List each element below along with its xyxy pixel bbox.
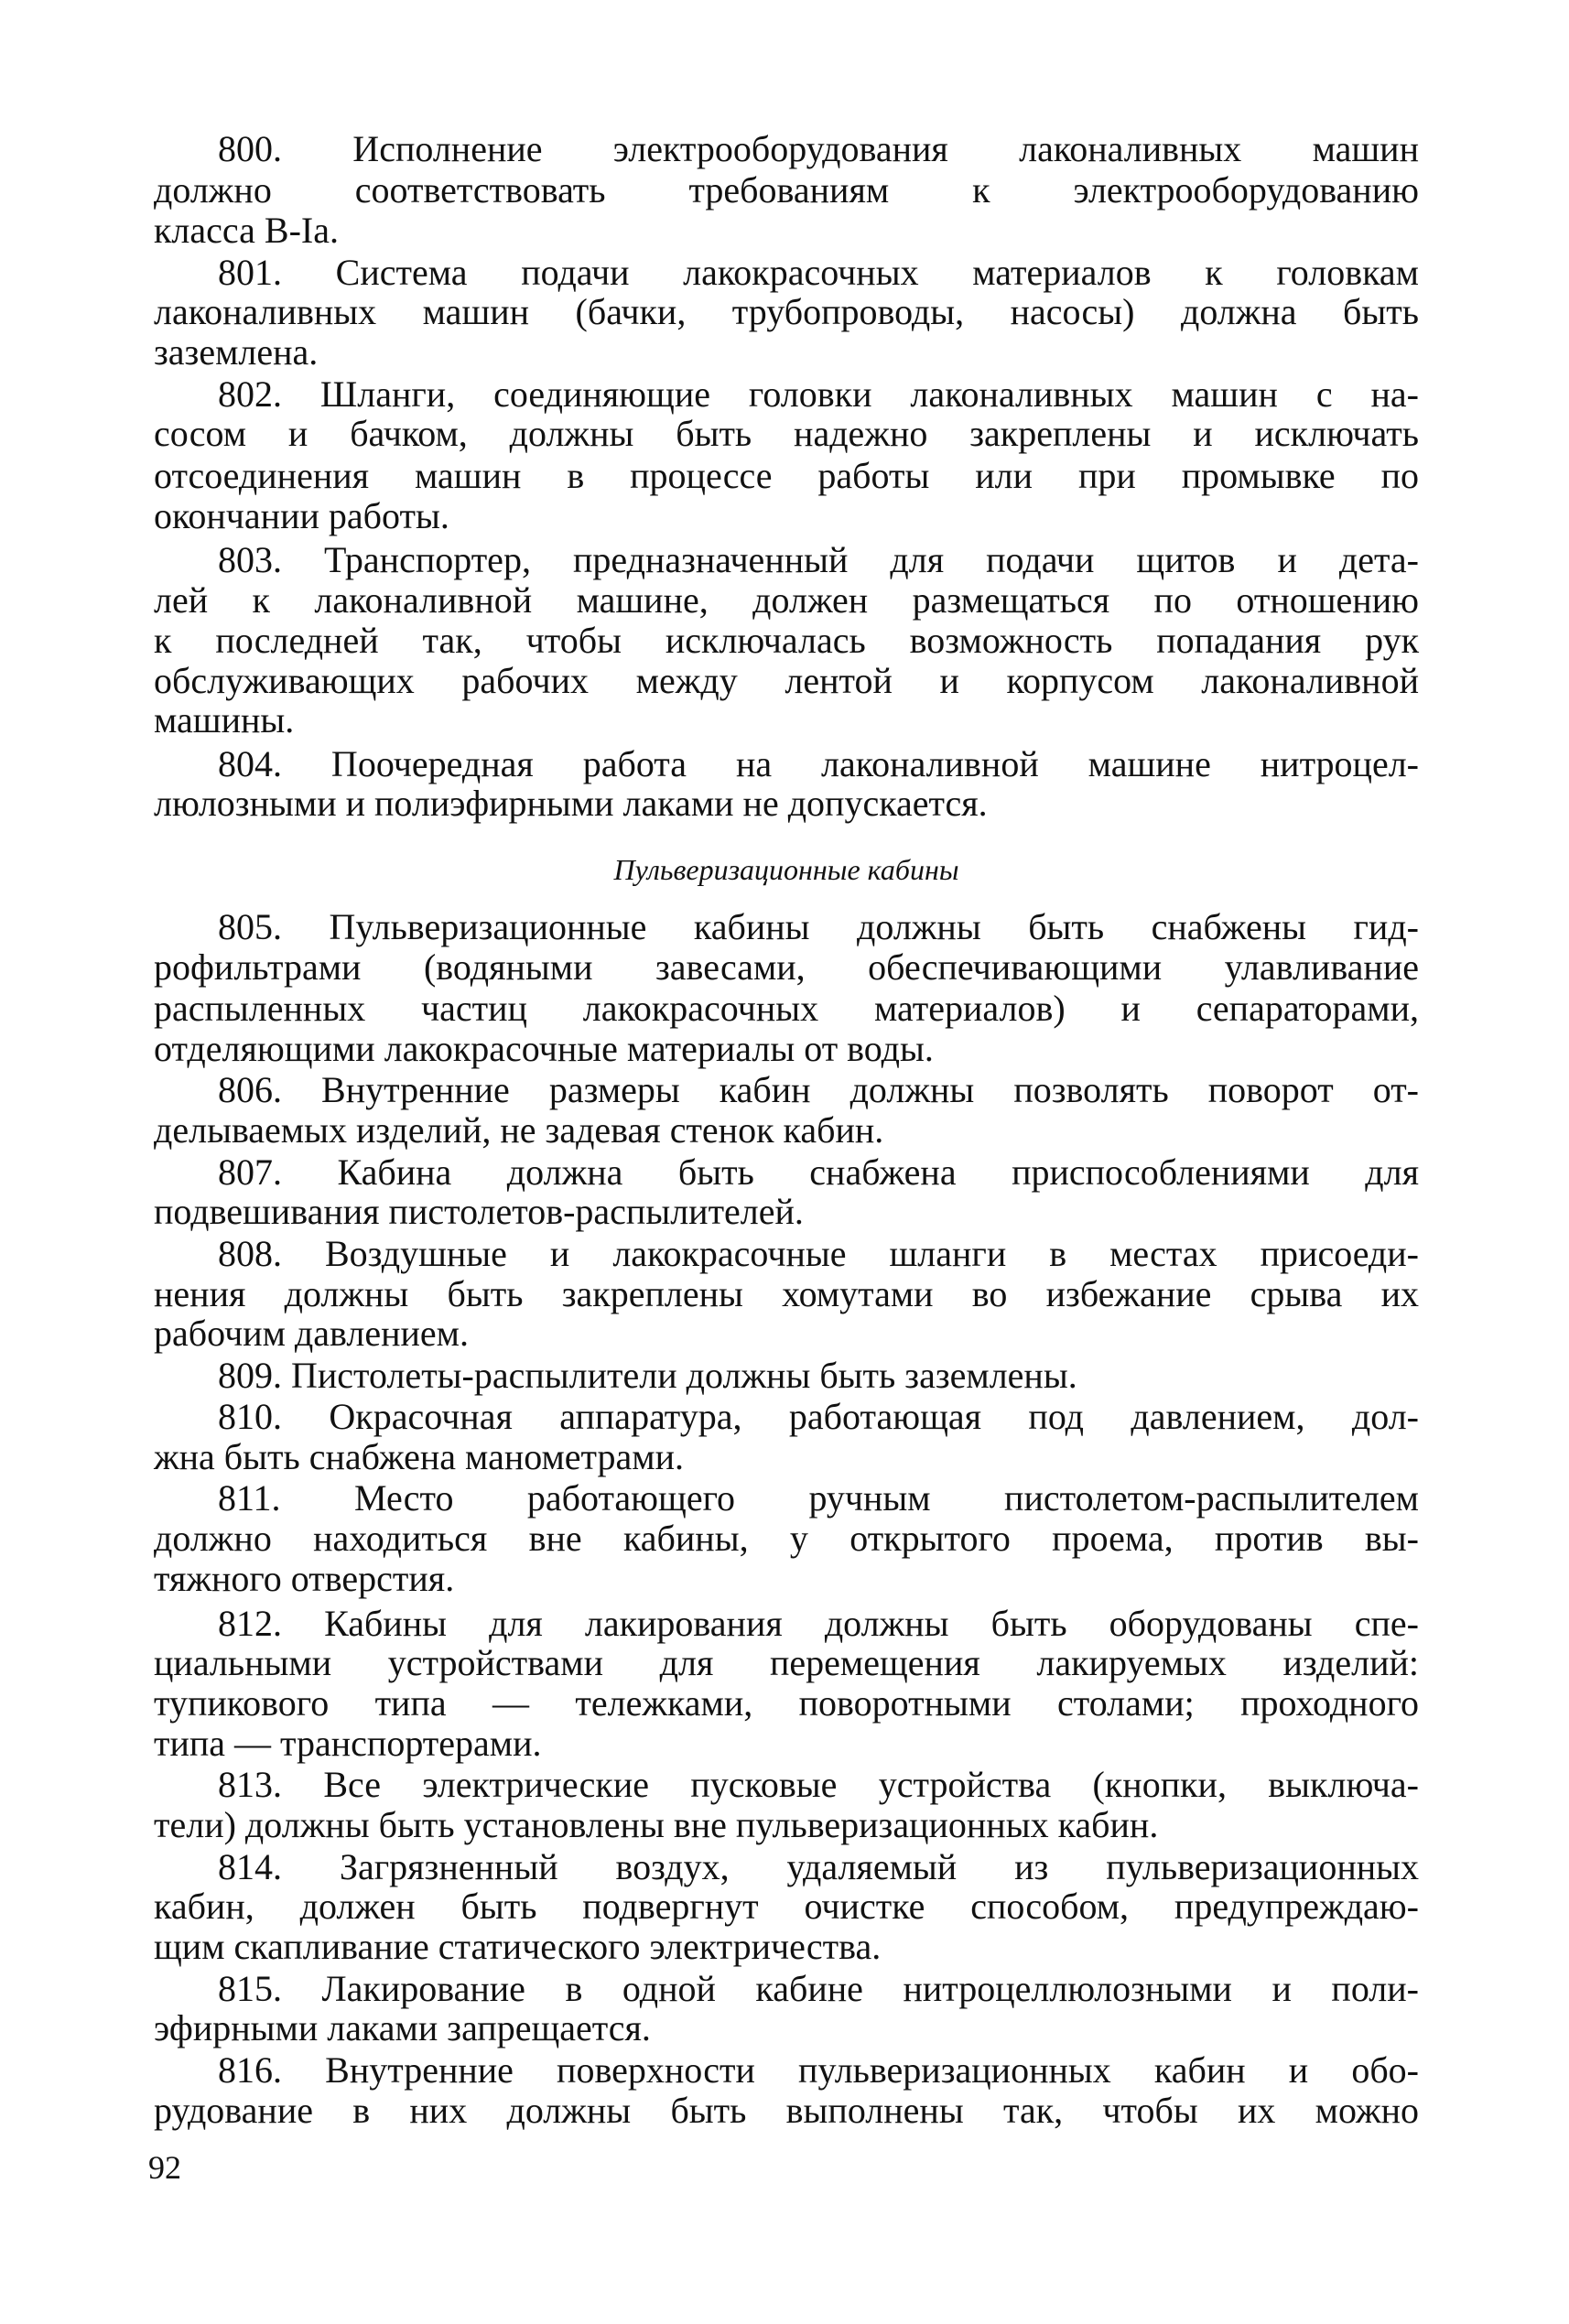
paragraph-line: окончании работы. — [154, 494, 449, 536]
paragraph-first-line: 808. Воздушные и лакокрасочные шланги в местах присоеди- — [218, 1232, 1419, 1274]
paragraph-first-line: 806. Внутренние размеры кабин должны позволять поворот от- — [218, 1069, 1419, 1111]
paragraph-line: тупикового типа — тележками, поворотными столами; проходного — [154, 1682, 1419, 1724]
section-heading: Пульверизационные кабины — [613, 852, 959, 886]
paragraph-line: машины. — [154, 699, 295, 741]
paragraph-line: люлозными и полиэфирными лаками не допускается. — [154, 783, 988, 825]
paragraph-line: к последней так, чтобы исключалась возможность попадания рук — [154, 619, 1419, 661]
paragraph-line: рофильтрами (водяными завесами, обеспечивающими улавливание — [154, 946, 1419, 988]
paragraph-first-line: 809. Пистолеты-распылители должны быть заземлены. — [218, 1354, 1077, 1396]
paragraph-line: должно находиться вне кабины, у открытого проема, против вы- — [154, 1518, 1419, 1560]
paragraph-first-line: 803. Транспортер, предназначенный для подачи щитов и дета- — [218, 539, 1419, 581]
paragraph-line: типа — транспортерами. — [154, 1723, 542, 1765]
paragraph-line: тяжного отверстия. — [154, 1557, 455, 1599]
paragraph-first-line: 810. Окрасочная аппаратура, работающая под давлением, дол- — [218, 1396, 1419, 1438]
paragraph-first-line: 813. Все электрические пусковые устройства (кнопки, выключа- — [218, 1764, 1419, 1806]
paragraph-first-line: 814. Загрязненный воздух, удаляемый из пульверизационных — [218, 1845, 1419, 1887]
paragraph-first-line: 800. Исполнение электрооборудования лаконаливных машин — [218, 128, 1419, 169]
paragraph-line: лаконаливных машин (бачки, трубопроводы, насосы) должна быть — [154, 291, 1419, 333]
paragraph-first-line: 816. Внутренние поверхности пульверизационных кабин и обо- — [218, 2048, 1419, 2091]
paragraph-line: должно соответствовать требованиям к электрооборудованию — [154, 169, 1419, 211]
paragraph-line: щим скапливание статического электричества. — [154, 1926, 882, 1968]
paragraph-first-line: 812. Кабины для лакирования должны быть оборудованы спе- — [218, 1602, 1419, 1644]
paragraph-line: рудование в них должны быть выполнены так, чтобы их можно — [154, 2089, 1419, 2131]
paragraph-first-line: 801. Система подачи лакокрасочных материалов к головкам — [218, 251, 1419, 293]
paragraph-line: класса В-Iа. — [154, 210, 339, 252]
paragraph-line: эфирными лаками запрещается. — [154, 2007, 651, 2049]
paragraph-first-line: 811. Место работающего ручным пистолетом-распылителем — [218, 1477, 1419, 1519]
paragraph-line: отсоединения машин в процессе работы или при промывке по — [154, 454, 1419, 496]
paragraph-line: заземлена. — [154, 331, 319, 373]
paragraph-line: распыленных частиц лакокрасочных материалов) и сепараторами, — [154, 988, 1419, 1030]
paragraph-line: жна быть снабжена манометрами. — [154, 1435, 684, 1477]
paragraph-first-line: 802. Шланги, соединяющие головки лаконаливных машин с на- — [218, 373, 1419, 415]
paragraph-first-line: 804. Поочередная работа на лаконаливной машине нитроцел- — [218, 742, 1419, 784]
paragraph-line: нения должны быть закреплены хомутами во избежание срыва их — [154, 1272, 1419, 1314]
paragraph-line: циальными устройствами для перемещения лакируемых изделий: — [154, 1642, 1419, 1684]
paragraph-line: подвешивания пистолетов-распылителей. — [154, 1191, 804, 1233]
paragraph-first-line: 815. Лакирование в одной кабине нитроцеллюлозными и поли- — [218, 1967, 1419, 2009]
paragraph-line: рабочим давлением. — [154, 1313, 469, 1355]
paragraph-line: тели) должны быть установлены вне пульверизационных кабин. — [154, 1804, 1159, 1846]
paragraph-line: обслуживающих рабочих между лентой и корпусом лаконаливной — [154, 659, 1419, 701]
paragraph-line: делываемых изделий, не задевая стенок кабин. — [154, 1109, 884, 1151]
page-number: 92 — [148, 2149, 181, 2186]
paragraph-line: отделяющими лакокрасочные материалы от воды. — [154, 1027, 934, 1069]
paragraph-line: сосом и бачком, должны быть надежно закреплены и исключать — [154, 413, 1419, 455]
paragraph-line: кабин, должен быть подвергнут очистке способом, предупреждаю- — [154, 1886, 1419, 1928]
paragraph-line: лей к лаконаливной машине, должен размещаться по отношению — [154, 579, 1419, 622]
paragraph-first-line: 805. Пульверизационные кабины должны быть снабжены гид- — [218, 905, 1419, 947]
paragraph-first-line: 807. Кабина должна быть снабжена приспособлениями для — [218, 1151, 1419, 1193]
